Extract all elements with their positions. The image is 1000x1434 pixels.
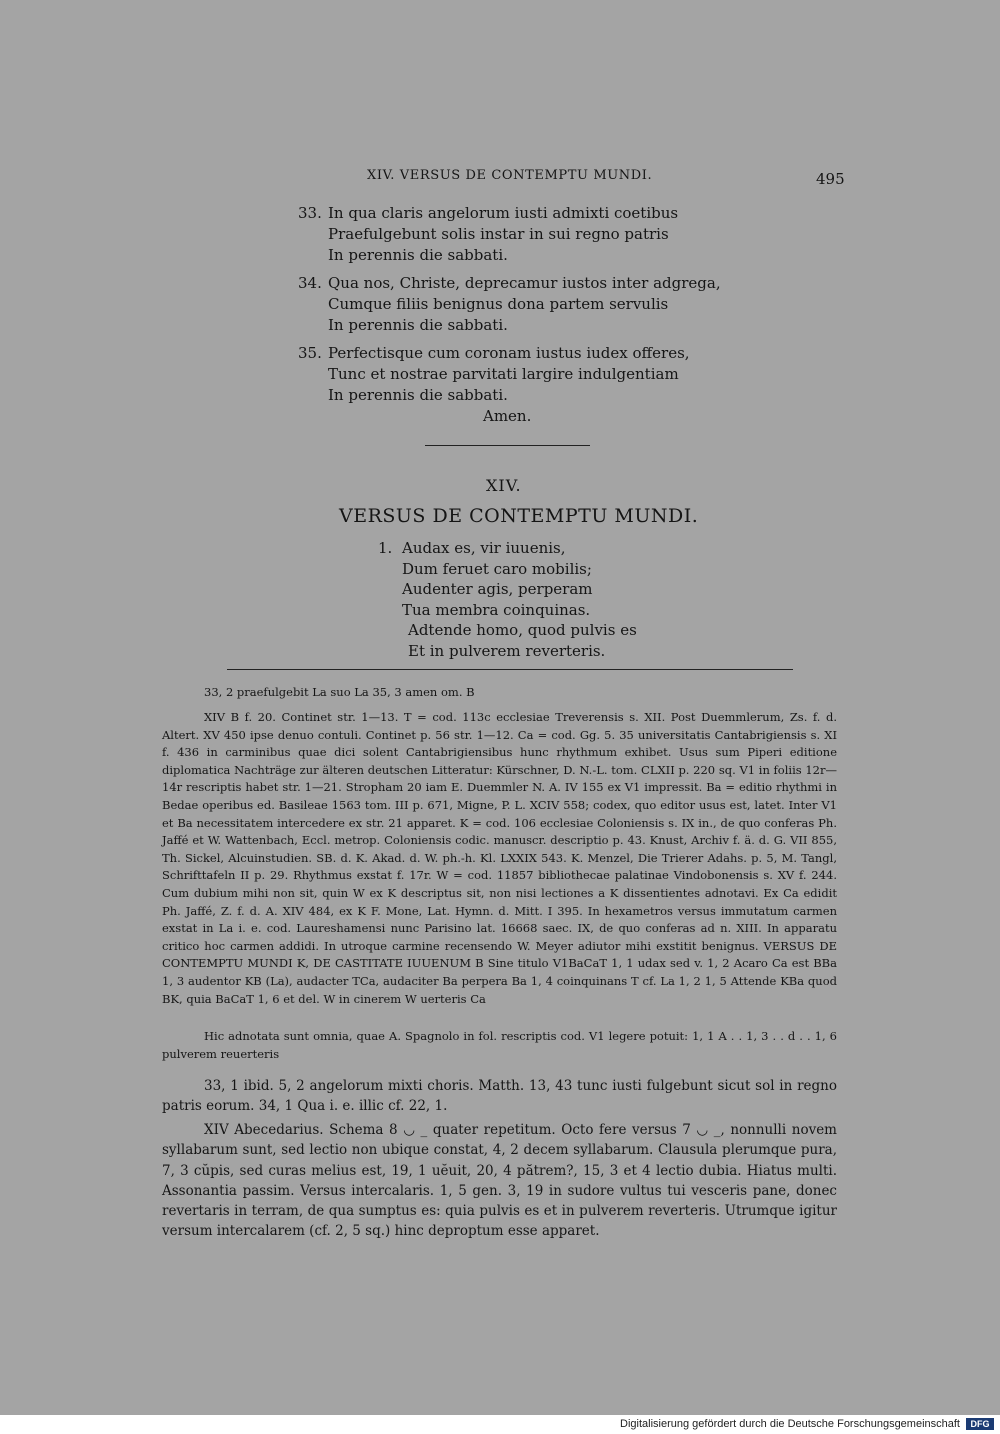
amen: Amen.	[483, 407, 532, 425]
section-divider	[425, 445, 590, 446]
refrain-line: Adtende homo, quod pulvis es	[408, 621, 637, 639]
stanza-number: 33.	[298, 204, 322, 222]
apparatus-note-1: 33, 2 praefulgebit La suo La 35, 3 amen om. B	[204, 685, 475, 699]
verse-line: Dum feruet caro mobilis;	[402, 559, 592, 578]
stanza-34	[298, 273, 721, 336]
section-title: VERSUS DE CONTEMPTU MUNDI.	[339, 505, 699, 527]
verse-line: In qua claris angelorum iusti admixti coetibus	[328, 204, 679, 222]
verse-line: In perennis die sabbati.	[328, 386, 508, 404]
stanza-35	[298, 343, 690, 427]
verse-line: Qua nos, Christe, deprecamur iustos inter adgrega,	[328, 274, 721, 292]
poem-stanza-1	[378, 538, 637, 661]
commentary-paragraph-1: 33, 1 ibid. 5, 2 angelorum mixti choris. Matth. 13, 43 tunc iusti fulgebunt sicut sol in regno patris eorum. 34, 1 Qua i. e. illic cf. 22, 1.	[162, 1078, 837, 1115]
apparatus-paragraph: XIV B f. 20. Continet str. 1—13. T = cod. 113c ecclesiae Treverensis s. XII. Post Duemmlerum, Zs. f. d. Altert. XV 450 ipse denuo contuli. Continet p. 56 str. 1—12. Ca = cod. Gg. 5. 35 universitatis Cantabrigiensis s. XI f. 436 in carminibus quae dici solent Cantabrigiensibus hunc rhythmum exhibet. Usus sum Piperi editione diplomatica Nachträge zur älteren deutschen Litteratur: Kürschner, D. N.-L. tom. CLXII p. 220 sq. V1 in foliis 12r—14r rescriptis habet str. 1—21. Stropham 20 iam E. Duemmler N. A. IV 155 ex V1 impressit. Ba = editio rhythmi in Bedae operibus ed. Basileae 1563 tom. III p. 671, Migne, P. L. XCIV 558; codex, quo editor usus est, latet. Inter V1 et Ba necessitatem intercedere ex str. 21 apparet. K = cod. 106 ecclesiae Coloniensis s. IX in., de quo conferas Ph. Jaffé et W. Wattenbach, Eccl. metrop. Coloniensis codic. manuscr. descriptio p. 43. Knust, Archiv f. ä. d. G. VII 855, Th. Sickel, Alcuinstudien. SB. d. K. Akad. d. W. ph.-h. Kl. LXXIX 543. K. Menzel, Die Trierer Adahs. p. 5, M. Tangl, Schrifttafeln II p. 29. Rhythmus exstat f. 17r. W = cod. 11857 bibliothecae palatinae Vindobonensis s. XV f. 244. Cum dubium mihi non sit, quin W ex K descriptus sit, non nisi lectiones a K dissentientes adnotavi. Ex Ca edidit Ph. Jaffé, Z. f. d. A. XIV 484, ex K F. Mone, Lat. Hymn. d. Mitt. I 395. In hexametros versus immutatum carmen exstat in La i. e. cod. Laureshamensi nunc Parisino lat. 16668 saec. IX, de quo conferas ad n. XIII. In apparatu critico hoc carmen addidi. In utroque carmine recensendo W. Meyer adiutor mihi exstitit benignus. VERSUS DE CONTEMPTU MUNDI K, DE CASTITATE IUUENUM B Sine titulo V1BaCaT 1, 1 udax sed v. 1, 2 Acaro Ca est BBa 1, 3 audentor KB (La), audacter TCa, audaciter Ba perpera Ba 1, 4 coinquinans T cf. La 1, 2 1, 5 Attende KBa quod BK, quia BaCaT 1, 6 et del. W in cinerem W uerteris Ca	[162, 710, 837, 1006]
refrain-line: Et in pulverem reverteris.	[408, 641, 606, 660]
verse-line: In perennis die sabbati.	[328, 316, 508, 334]
apparatus-rule	[227, 669, 793, 670]
footer-bar	[0, 1415, 1000, 1434]
verse-line: Cumque filiis benignus dona partem servulis	[328, 295, 669, 313]
running-title: XIV. VERSUS DE CONTEMPTU MUNDI.	[367, 168, 653, 183]
verse-line: In perennis die sabbati.	[328, 246, 508, 264]
verse-line: Audax es, vir iuuenis,	[402, 539, 566, 557]
verse-line: Praefulgebunt solis instar in sui regno patris	[328, 225, 669, 243]
stanza-number: 34.	[298, 274, 322, 292]
funding-notice: Digitalisierung gefördert durch die Deutsche Forschungsgemeinschaft	[620, 1418, 960, 1430]
commentary-paragraph-2: XIV Abecedarius. Schema 8 ◡ _ quater repetitum. Octo fere versus 7 ◡ _, nonnulli novem syllabarum sunt, sed lectio non ubique constat, 4, 2 decem syllabarum. Clausula plerumque pura, 7, 3 cŭpis, sed curas melius est, 19, 1 uĕuit, 20, 4 pătrem?, 15, 3 et 4 lectio dubia. Hiatus multi. Assonantia passim. Versus intercalaris. 1, 5 gen. 3, 19 in sudore vultus tui vesceris pane, donec revertaris in terram, de qua sumptus es: quia pulvis es et in pulverem reverteris. Utrumque igitur versum intercalarem (cf. 2, 5 sq.) hinc deproptum esse apparet.	[162, 1122, 837, 1240]
dfg-logo-icon: DFG	[966, 1418, 994, 1430]
verse-line: Audenter agis, perperam	[402, 580, 593, 598]
page-number: 495	[816, 170, 845, 188]
stanza-number: 35.	[298, 344, 322, 362]
apparatus-note-2: Hic adnotata sunt omnia, quae A. Spagnolo in fol. rescriptis cod. V1 legere potuit: 1, 1 A . . 1, 3 . . d . . 1, 6 pulverem reuerteris	[162, 1029, 837, 1061]
stanza-33	[298, 203, 678, 266]
verse-line: Tunc et nostrae parvitati largire indulgentiam	[328, 365, 679, 383]
stanza-number: 1.	[378, 539, 393, 557]
verse-line: Tua membra coinquinas.	[402, 600, 591, 619]
section-number: XIV.	[486, 476, 522, 495]
verse-line: Perfectisque cum coronam iustus iudex offeres,	[328, 344, 690, 362]
